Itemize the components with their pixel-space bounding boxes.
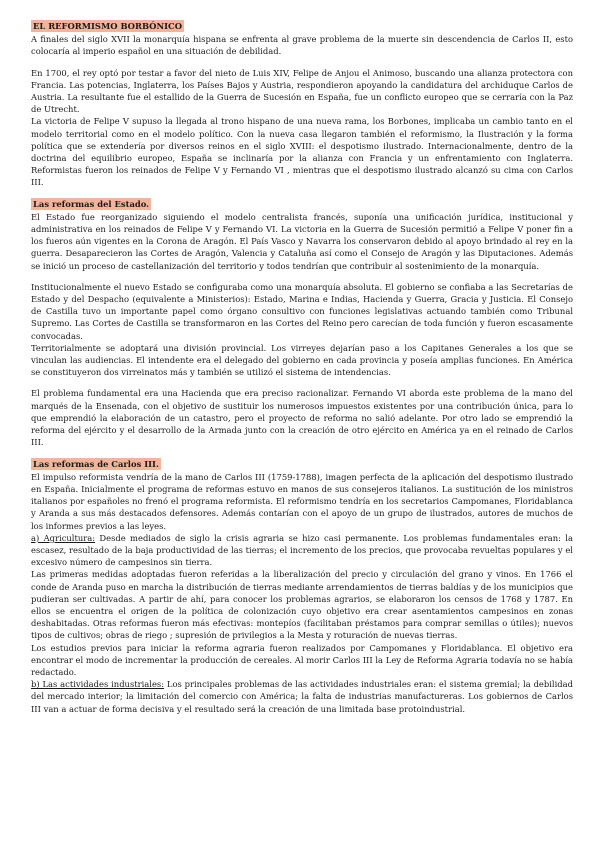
paragraph-estado-4: El problema fundamental era una Hacienda que era preciso racionalizar. Fernando VI aborda este problema de la mano del marqués de la Ensenada, con el objetivo de sustituir los numerosos impuestos existentes por una contribución única, para lo que emprendió la elaboración de un catastro, pero el proyecto de reforma no salió adelante. Por otro lado se emprendió la reforma del ejército y el desarrollo de la Armada junto con la creación de otro ejército en América ya en el reinado de Carlos III. <box>31 388 573 448</box>
paragraph-estado-3: Territorialmente se adoptará una división provincial. Los virreyes dejarían paso a los Capitanes Generales a los que se vinculan las audiencias. El intendente era el delegado del gobierno en cada provincia y poseía amplias funciones. En América se constituyeron dos virreinatos más y también se utilizó el sistema de intendencias. <box>31 342 573 378</box>
paragraph-carlos-1: El impulso reformista vendría de la mano de Carlos III (1759-1788), imagen perfecta de la aplicación del despotismo ilustrado en España. Inicialmente el programa de reformas estuvo en manos de sus consejeros italianos. La sustitución de los ministros italianos por españoles no frenó el programa reformista. El reformismo tendría en los secretarios Campomanes, Floridablanca y Aranda a sus más destacados defensores. Además contarían con el apoyo de un grupo de ilustrados, autores de muchos de los informes previos a las leyes. <box>31 471 573 531</box>
industria-label: b) Las actividades industriales: <box>31 679 165 690</box>
agricultura-text: Desde mediados de siglo la crisis agraria se hizo casi permanente. Los problemas fundamentales eran: la escasez, resultado de la baja productividad de las tierras; el incremento de los precios, que provocaba revueltas populares y el excesivo número de campesinos sin tierra. <box>31 532 573 568</box>
paragraph-carlos-2: Las primeras medidas adoptadas fueron referidas a la liberalización del precio y circulación del grano y vinos. En 1766 el conde de Aranda puso en marcha la distribución de tierras mediante arrendamientos de tierras baldías y de los municipios que pudieran ser cultivadas. A partir de ahí, para conocer los problemas agrarios, se elaboraron los censos de 1768 y 1787. En ellos se encuentra el origen de la política de colonización cuyo objetivo era crear asentamientos campesinos en zonas deshabitadas. Otras reformas fueron más efectivas: montepíos (facilitaban préstamos para comprar semillas o útiles); nuevos tipos de cultivos; obras de riego ; supresión de privilegios a la Mesta y roturación de nuevas tierras. <box>31 569 573 641</box>
paragraph-intro: A finales del siglo XVII la monarquía hispana se enfrenta al grave problema de la muerte sin descendencia de Carlos II, esto colocaría al imperio español en una situación de debilidad. <box>31 34 573 57</box>
paragraph-estado-2: Institucionalmente el nuevo Estado se configuraba como una monarquía absoluta. El gobierno se confiaba a las Secretarías de Estado y del Despacho (equivalente a Ministerios): Estado, Marina e Indias, Hacienda y Guerra, Gracia y Justicia. El Consejo de Castilla tuvo un importante papel como órgano consultivo con funciones legislativas actuando también como Tribunal Supremo. Las Cortes de Castilla se transformaron en las Cortes del Reino pero carecían de toda función y fueron escasamente convocadas. <box>31 281 573 341</box>
paragraph-agricultura <box>31 532 573 569</box>
document-page <box>31 20 573 715</box>
industria-text: Los principales problemas de las actividades industriales eran: el sistema gremial; la debilidad del mercado interior; la limitación del comercio con América; la falta de industrias manufactureras. Los gobiernos de Carlos III van a actuar de forma decisiva y el resultado será la creación de una limitada base protoindustrial. <box>31 679 573 714</box>
paragraph-borbones: La victoria de Felipe V supuso la llegada al trono hispano de una nueva rama, los Borbones, implicaba un cambio tanto en el modelo territorial como en el modelo político. Con la nueva casa llegaron también el reformismo, la Ilustración y la forma política que se extendería por diversos reinos en el siglo XVIII: el despotismo ilustrado. Internacionalmente, dentro de la doctrina del equilibrio europeo, España se inclinaría por la alianza con Francia y un enfrentamiento con Inglaterra. Reformistas fueron los reinados de Felipe V y Fernando VI , mientras que el despotismo ilustrado alcanzó su cima con Carlos III. <box>31 116 573 188</box>
paragraph-carlos-3: Los estudios previos para iniciar la reforma agraria fueron realizados por Campomanes y Floridablanca. El objetivo era encontrar el modo de incrementar la producción de cereales. Al morir Carlos III la Ley de Reforma Agraria todavía no se había redactado. <box>31 642 573 677</box>
section-heading-carlos: Las reformas de Carlos III. <box>33 458 159 469</box>
paragraph-succession: En 1700, el rey optó por testar a favor del nieto de Luis XIV, Felipe de Anjou el Animoso, buscando una alianza protectora con Francia. Las potencias, Inglaterra, los Países Bajos y Austria, respondieron apoyando la candidatura del archiduque Carlos de Austria. La resultante fue el estallido de la Guerra de Sucesión en España, fue un conflicto europeo que se cerraría con la Paz de Utrecht. <box>31 67 573 115</box>
agricultura-label: a) Agricultura: <box>31 532 96 543</box>
paragraph-estado-1: El Estado fue reorganizado siguiendo el modelo centralista francés, suponía una unificación jurídica, institucional y administrativa en los reinados de Felipe V y Fernando VI. La victoria en la Guerra de Sucesión permitió a Felipe V poner fin a los fueros aún vigentes en la Corona de Aragón. El País Vasco y Navarra los conservaron debido al apoyo brindado al rey en la guerra. Desaparecieron las Cortes de Aragón, Valencia y Cataluña así como el Consejo de Aragón y las Diputaciones. Además se inició un proceso de castellanización del territorio y todos tendrían que contribuir al sostenimiento de la monarquía. <box>31 211 573 271</box>
section-heading-estado: Las reformas del Estado. <box>33 198 150 209</box>
page-title: EL REFORMISMO BORBÓNICO <box>33 21 183 31</box>
paragraph-industria <box>31 678 573 715</box>
